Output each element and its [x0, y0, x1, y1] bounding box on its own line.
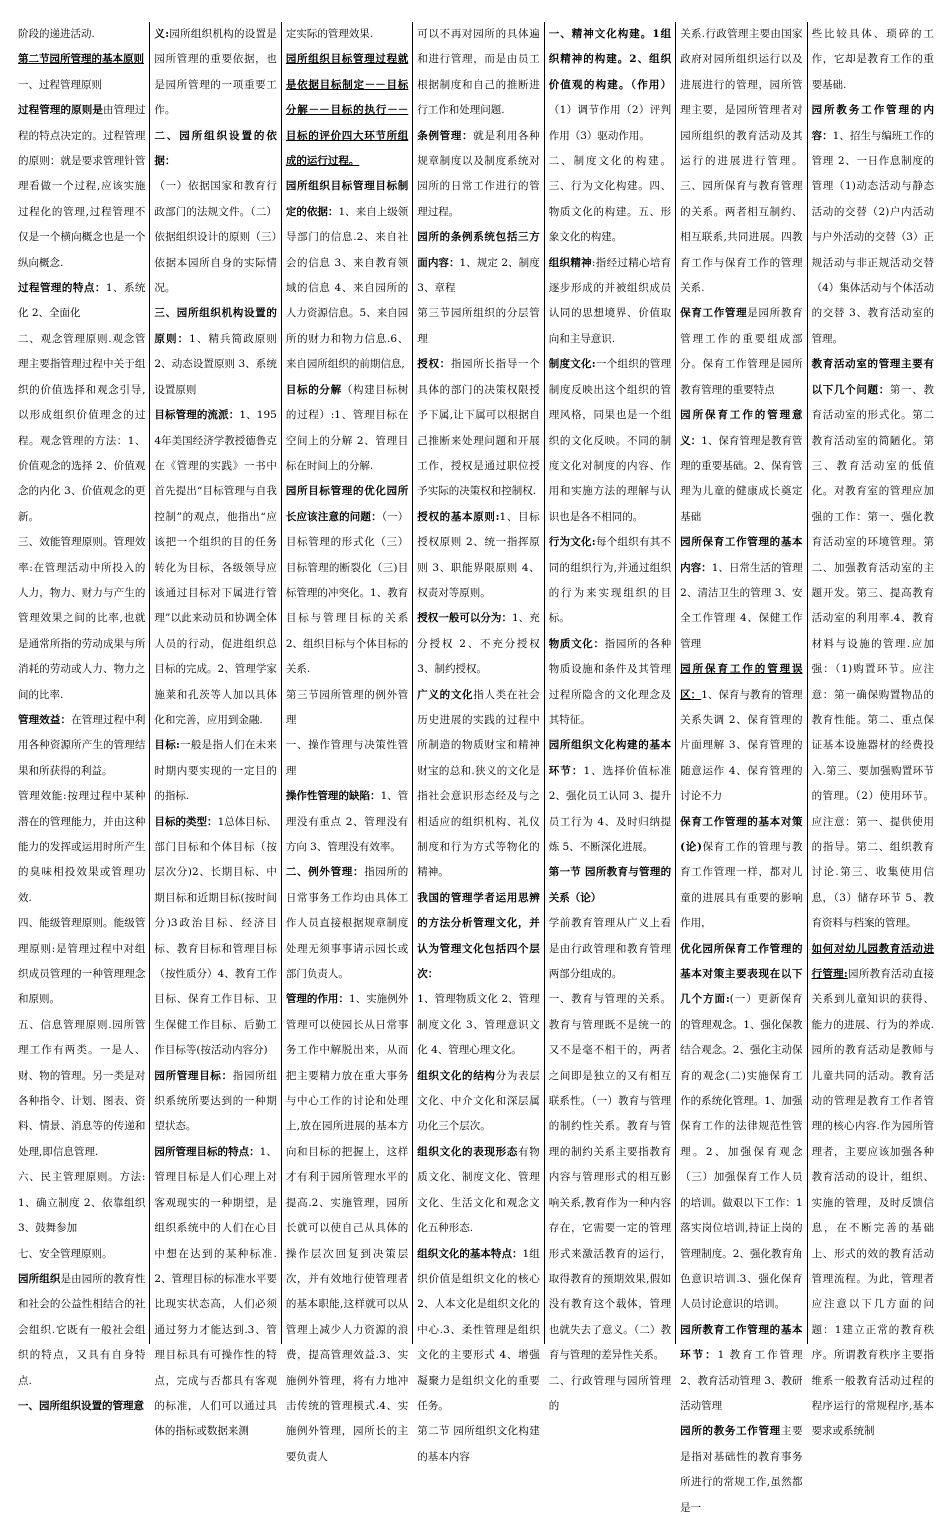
paragraph: 第三节园所组织的分层管理 [417, 307, 540, 345]
paragraph: 目标:一般是指人们在未来时期内要实现的一定目的的指标. [154, 739, 277, 803]
paragraph-lead: 义: [154, 28, 170, 40]
paragraph: 组织文化的基本特点：1组织价值是组织文化的核心 2、人本文化是组织文化的中心.3、柔性管理是组织文化的主要形式 4、增强凝聚力是组织文化的重要任务。 [417, 1247, 540, 1412]
paragraph-lead: 组织文化的基本特点： [417, 1247, 523, 1260]
paragraph: 一、过程管理原则 [18, 78, 102, 91]
paragraph: 园所组织目标管理目标制定的依据：1、来自上级领导部门的信息.2、来自社会的信息 3、来自教育领域的信息 4、来自园所的人力资源信息。5、来自园所的财力和物力信息.6、来自园所组织的前期信息, [285, 180, 409, 371]
paragraph-lead: 操作性管理的缺陷： [285, 790, 381, 803]
paragraph-lead: 园所管理目标： [154, 1069, 233, 1082]
paragraph-lead: 园所组织目标管理目标制定的依据： [285, 180, 409, 218]
paragraph: 过程管理的特点：1、系统化 2、全面化 [18, 282, 146, 320]
paragraph-lead: 二、例外管理： [285, 866, 365, 879]
paragraph: 二、行政管理与园所管理的 [548, 1374, 672, 1412]
paragraph: 园所保育工作管理的基本内容：1、日常生活的管理 2、清洁卫生的管理 3、安全工作管理 4、保健工作管理 [680, 536, 803, 650]
paragraph-lead: 授权的基本原则: [417, 510, 500, 523]
text-column-7 [807, 22, 938, 1438]
paragraph: 园所教务工作管理的内容：1、招生与编班工作的管理 2、一日作息制度的管理（1)动态活动与静态活动的交替（2)户内活动与户外活动的交替（3）正规活动与非正规活动交替（4）集体活动与个体活动的交替 3、教育活动室的管理。 [811, 104, 934, 345]
text-column-6 [675, 22, 806, 1514]
paragraph-lead: 园所保育工作的管理意义： [680, 409, 803, 447]
text-column-3 [281, 22, 412, 1463]
paragraph-lead: 园所组织文化构建的基本环节： [548, 739, 672, 777]
paragraph: 定实际的管理效果. [285, 28, 374, 40]
text-column-1 [18, 22, 149, 1412]
paragraph: 一、精神文化构建。1组织精神的构建。2、组织价值观的构建。（作用）（1）调节作用（2）评判作用（3）驱动作用。 [548, 28, 672, 142]
paragraph-lead: 三、园所组织机构设置的原则： [154, 307, 277, 345]
paragraph: 园所管理目标的特点：1、管理目标是人们心理上对客观现实的一种期望，是组织系统中的人们在心目中想在达到的某种标准.2、管理目标的标准水平要比现实状态高，人们必须通过努力才能达到.3、管理目标具有可操作性的特点，完成与否都具有客观的标准，人们可以通过具体的指标或数据来测 [154, 1145, 277, 1438]
paragraph: 义:园所组织机构的设置是园所管理的重要依据，也是园所管理的一项重要工作。 [154, 28, 277, 117]
paragraph: 第二节园所管理的基本原则 [18, 53, 144, 66]
paragraph-lead: 管理效益： [18, 713, 72, 726]
paragraph: 阶段的递进活动. [18, 28, 95, 40]
paragraph-lead: 过程管理的原则是 [18, 104, 104, 117]
paragraph: 目标的类型：1总体目标、部门目标和个体目标（按层次分)2、长期目标、中期目标和近期目标(按时间分)3政治目标、经济目标、教育目标和管理目标（按性质分）4、教育工作目标、保育工作目标、卫生保健工作目标、后勤工作目标等(按活动内容分) [154, 815, 277, 1057]
paragraph: 目标管理的流派：1、1954年美国经济学教授德鲁克在《管理的实践》一书中首先提出“目标管理与自我控制”的观点，他指出“应该把一个组织的目的任务转化为目标，各级领导应该通过目标对下属进行管理”以此来动员和协调全体人员的行动，促进组织总目标的完成。2、管理学家施莱和孔茨等人加以具体化和完善，应用到金融. [154, 409, 277, 726]
paragraph: 园所保育工作的管理意义：1、保育管理是教育管理的重要基础。2、保育管理为儿童的健康成长奠定基础 [680, 409, 803, 523]
paragraph-lead: 制度文化: [548, 358, 596, 371]
paragraph: 第三节园所管理的例外管理 [285, 688, 409, 726]
paragraph-lead: 园所的教务工作管理 [680, 1425, 781, 1438]
paragraph: 管理效能:按理过程中某种潜在的管理能力，并由这种能力的发挥或运用时所产生的臭味相投效果或管理功效. [18, 790, 146, 904]
paragraph: 一、操作管理与决策性管理 [285, 739, 409, 777]
paragraph-lead: 过程管理的特点： [18, 282, 106, 295]
paragraph: 授权：指园所长指导一个具体的部门的决策权限授予下属,让下属可以根据自己推断来处理问题和开展工作，授权是通过职位授予实际的决策权和控制权. [417, 358, 540, 498]
paragraph: 三、园所组织机构设置的原则：1、精兵简政原则 2、动态设置原则 3、系统设置原则 [154, 307, 277, 396]
paragraph-lead: 目标的分解 [285, 383, 342, 396]
paragraph: 优化园所保育工作管理的基本对策主要表现在以下几个方面:(一）更新保育的管理观念。1、强化保教结合观念。2、强化主动保育的观念(二)实施保育工作的系统化管理。1、加强保育工作的法律规范性管理。2、加强保育观念（三）加强保育工作人员的培训。做艰以下工作：1落实岗位培训,持证上岗的管理制度。2、强化教育角色意识培训.3、强化保育人员讨论意识的培训。 [680, 942, 803, 1311]
paragraph: 过程管理的原则是由管理过程的特点决定的。过程管理的原则：就是要求管理针管理看做一个过程,应该实施过程化的管理,过程管理不仅是一个横向概念也是一个纵向概念. [18, 104, 146, 269]
paragraph: 园所保育工作的管理误区：1、保育与教育的管理关系失调 2、保育管理的片面理解 3、保育管理的随意运作 4、保育管理的讨论不力 [680, 663, 803, 803]
paragraph-lead: 目标管理的流派： [154, 409, 240, 422]
paragraph-lead: 园所管理目标的特点： [154, 1145, 260, 1158]
paragraph-lead: 组织文化的结构 [417, 1069, 496, 1082]
text-column-5 [544, 22, 675, 1412]
paragraph-lead: 广义的文化 [417, 688, 474, 701]
paragraph: 四、能级管理原则。能级管理原则:是管理过程中对组织成员管理的一种管理理念和原则。 [18, 917, 146, 1006]
paragraph: 七、安全管理原则。 [18, 1247, 113, 1260]
paragraph-lead: 园所保育工作的管理误区： [680, 663, 803, 701]
paragraph: 园所目标管理的优化园所长应该注意的问题：（一）目标管理的形式化（三）目标管理的断裂化（三)目标管理的冲突化。1、教育目标与管理目标的关系 2、组织目标与个体目标的关系. [285, 485, 409, 676]
paragraph-lead: 组织精神 [548, 256, 592, 269]
paragraph-lead: 组织文化的表现形态 [417, 1145, 519, 1158]
paragraph: 园所组织文化构建的基本环节：1、选择价值标准 2、强化员工认同 3、提升员工行为 4、及时归纳提炼 5、不断深化进展。 [548, 739, 672, 853]
paragraph: 条例管理：就是利用各种规章制度以及制度系统对园所的日常工作进行的管理过程。 [417, 129, 540, 218]
paragraph: 第一节 园所教育与管理的关系（论） [548, 866, 672, 904]
paragraph-lead: 目标的类型： [154, 815, 218, 828]
paragraph: 二、制度文化的构建。三、行为文化构建。四、物质文化的构建。五、形象文化的构建。 [548, 155, 672, 244]
paragraph: 授权一般可以分为：1、充分授权 2、不充分授权 3、制约授权。 [417, 612, 540, 676]
paragraph: 组织精神:指经过精心培育逐步形成的并被组织成员认同的思想境界、价值取向和主导意识. [548, 256, 672, 345]
paragraph-lead: 授权一般可以分为： [417, 612, 512, 625]
paragraph-lead: 一、园所组织设置的管理意 [18, 1399, 144, 1412]
paragraph-lead: 教育活动室的管理主要有以下几个问题： [811, 358, 934, 396]
paragraph: 1、管理物质文化 2、管理制度文化 3、管理意识文化 4、管理心理文化。 [417, 993, 540, 1057]
paragraph: 行为文化:每个组织有其不同的组织行为,并通过组织的行为来实现组织的目标。 [548, 536, 672, 625]
paragraph: 组织文化的表现形态有物质文化、制度文化、管理文化、生活文化和观念文化五种形态. [417, 1145, 540, 1235]
paragraph: 二、观念管理原则.观念管理主要指管理过程中关于组织的价值选择和观念引导,以形成组织价值理念的过程。观念管理的方法：1、价值观念的选择 2、价值观念的内化 3、价值观念的更新。 [18, 332, 146, 523]
paragraph: （一）依据国家和教育行政部门的法规文件。（二）依据组织设计的原则（三）依据本园所自身的实际情况。 [154, 180, 277, 295]
paragraph: 组织文化的结构分为表层文化、中介文化和深层属功化三个层次。 [417, 1069, 540, 1133]
paragraph-lead: 目标: [154, 739, 180, 752]
paragraph: 关系.行政管理主要由国家政府对园所组织运行以及进展进行的管理，园所管理主要，是园所管理者对园所组织的教育活动及其运行的进展进行管理。三、园所保育与教育管理的关系。两者相互制约、相互联系,共同进展。四教育工作与保育工作的管理关系. [680, 28, 803, 295]
paragraph: 三、效能管理原则。管理效率:在管理活动中所投入的人力，物力、财力与产生的管理效果之间的比率,也就是通常所指的劳动成果与所消耗的劳动或人力、物力之间的比率. [18, 536, 146, 701]
paragraph: 如何对幼儿园教育活动进行管理:园所教育活动直接关系到儿童知识的获得、能力的进展、行为的养成.园所的教育活动是教师与儿童共同的活动。教育活动的管理是教育工作者管理的核心内容.作为园所管理者，主要应该加强各种教育活动的设计，组织、实施的管理，及时反馈信息，在不断完善的基础上、形式的效的教育活动管理流程。为此，管理者应注意以下几方面的问题：1建立正常的教育秩序。所谓教育秩序主要指维系一般教育活动过程的程序运行的常规程序,基本要求或系统制 [811, 942, 934, 1438]
paragraph: 操作性管理的缺陷：1、管理没有重点 2、管理没有方向 3、管理没有效率。 [285, 790, 409, 853]
text-column-2 [149, 22, 280, 1438]
paragraph: 广义的文化指人类在社会历史进展的实践的过程中所制造的物质财宝和精神财宝的总和.狭义的文化是指社会意识形态经及与之相适应的组织机构、礼仪制度和行为方式等物化的精神。 [417, 688, 540, 879]
paragraph [18, 1394, 145, 1419]
paragraph: 园所的条例系统包括三方面内容：1、规定 2、制度 3、章程 [417, 231, 540, 295]
paragraph-lead: 保育工作管理的基本对策(论) [680, 815, 803, 853]
paragraph-lead: 如何对幼儿园教育活动进行管理: [811, 942, 934, 981]
paragraph: 园所管理目标：指园所组织系统所要达到的一种期望状态。 [154, 1069, 277, 1133]
paragraph: 五、信息管理原则.园所管理工作有两类。一是人、财、物的管理。另一类是对各种指令、计划、图表、资料、情景、消息等的传递和处理,即信息管理. [18, 1018, 146, 1158]
paragraph: 管理的作用：1、实施例外管理可以使园长从日常事务工作中解脱出来，从而把主要精力放在重大事务与中心工作的讨论和处理上,放在园所进展的基本方向和目标的把握上，这样才有利于园所管理水平的提高.2、实施管理，园所长就可以使自己从具体的操作层次回复到决策层次，并有效地行使管理者的基本职能,这样就可以从管理上减少人力资源的浪费，提高管理效益.3、实施例外管理，将有力地冲击传统的管理模式.4、实施例外管理，园所长的主要负责人 [285, 993, 409, 1463]
paragraph-lead: 园所教务工作管理的内容： [811, 104, 934, 142]
paragraph: 园所组织目标管理过程就是依据目标制定－－目标分解－－目标的执行－－目标的评价四大环节所组成的运行过程。 [285, 53, 409, 168]
paragraph: 管理效益：在管理过程中利用各种资源所产生的管理结果和所获得的利益。 [18, 713, 146, 777]
paragraph: 二、园所组织设置的依据： [154, 129, 277, 168]
paragraph: 目标的分解（构建目标树的过程）:1、管理目标在空间上的分解 2、管理目标在时间上的分解. [285, 383, 409, 472]
text-column-4 [412, 22, 543, 1463]
paragraph-lead: 行为文化: [548, 536, 596, 549]
paragraph: 保育工作管理是园所教育管理工作的重要组成部分。保育工作管理是园所教育管理的重要特点 [680, 307, 803, 396]
paragraph-lead: 园所教育工作管理的基本环节： [680, 1323, 803, 1362]
paragraph-lead: 园所组织 [18, 1272, 61, 1285]
paragraph: 教育活动室的管理主要有以下几个问题：第一、教育活动室的形式化。第二教育活动室的简陋化。第三、教育活动室的低值化。对教育室的管理应加强的工作：第一、强化教育活动室的环境管理。第二、加强教育活动室的主题开发。第三、提高教育活动室的利用率.4、教育材料与设施的管理.应加强：（1)购置环节。应注意：第一确保购置物品的教育性能。第二、重点保证基本设施器材的经费投入.第三、要加强购置环节的管理。（2）使用环节。应注意：第一、提供使用的指导。第二、组织教育讨论.第三、收集使用信息，（3）储存环节 5、教育资料与档案的管理。 [811, 358, 935, 930]
paragraph: 保育工作管理的基本对策(论)保育工作的管理与教育工作管理一样，都对儿童的进展具有重要的影响作用， [680, 815, 803, 930]
paragraph: 制度文化:一个组织的管理制度反映出这个组织的管理风格，同果也是一个组织的文化反映。不同的制度文化对制度的内容、作用和实施方法的理解与认识也是各不相同的。 [548, 358, 672, 523]
paragraph: 我国的管理学者运用思辨的方法分析管理文化，并认为管理文化包括四个层次： [417, 891, 540, 981]
paragraph-lead: 管理的作用： [285, 993, 349, 1006]
paragraph-lead: 授权： [417, 358, 451, 371]
paragraph: 一、教育与管理的关系。教育与管理既不是统一的又不是毫不相干的，两者之间即是独立的又有相互联系性。（一）教育与管理的制约性关系。教育与管理的制约关系主要指教育内容与管理形式的相互影响关系,教育作为一种内容存在，它需要一定的管理形式来激活教育的运行，取得教育的预期效果,假如没有教育这个载体，管理也就失去了意义。（二）教育与管理的差异性关系。 [548, 993, 672, 1362]
paragraph-lead: 保育工作管理 [680, 307, 748, 320]
paragraph: 可以不再对园所的具体遍和进行管理，而是由员工根据制度和自己的推断进行工作和处理问题. [417, 28, 540, 117]
paragraph-lead: 园所目标管理的优化园所长应该注意的问题： [285, 485, 409, 523]
paragraph: 六、民主管理原则。方法:1、确立制度 2、依靠组织 3、鼓舞参加 [18, 1171, 146, 1235]
paragraph: 物质文化：指园所的各种物质设施和条件及其管理过程所隐含的文化理念及其特征。 [548, 637, 672, 726]
paragraph: 二、例外管理：指园所的日常事务工作均由具体工作人员直接根据规章制度处理无须事事请示园长或部门负责人。 [285, 866, 409, 981]
paragraph: 授权的基本原则:1、目标授权原则 2、统一指挥原则 3、职能界限原则 4、权责对等原则。 [417, 510, 540, 599]
paragraph-lead: 优化园所保育工作管理的基本对策主要表现在以下几个方面: [680, 942, 803, 1006]
paragraph: 第二节 园所组织文化构建的基本内容 [417, 1425, 540, 1463]
paragraph-lead: 一、精神文化构建。1组织精神的构建。2、组织价值观的构建。（作用） [548, 28, 672, 91]
paragraph: 学前教育管理从广义上看是由行政管理和教育管理两部分组成的。 [548, 917, 672, 981]
paragraph: 些比较具体、琐碎的工作，它却是教育工作的重要基础. [811, 28, 934, 91]
paragraph: 园所的教务工作管理主要是指对基础性的教育事务所进行的常规工作,虽然都是一 [680, 1425, 803, 1514]
paragraph-lead: 物质文化： [548, 637, 605, 650]
paragraph: 园所组织是由园所的教育性和社会的公益性相结合的社会组织.它既有一般社会组织的特点，又具有自身特点. [18, 1272, 146, 1387]
paragraph: 园所教育工作管理的基本环节：1 教育工作管理 2、教育活动管理 3、教研活动管理 [680, 1323, 803, 1412]
paragraph-lead: 条例管理： [417, 129, 474, 142]
paragraph-lead: 园所的条例系统包括三方面内容： [417, 231, 540, 269]
paragraph-lead: 园所保育工作管理的基本内容： [680, 536, 803, 574]
